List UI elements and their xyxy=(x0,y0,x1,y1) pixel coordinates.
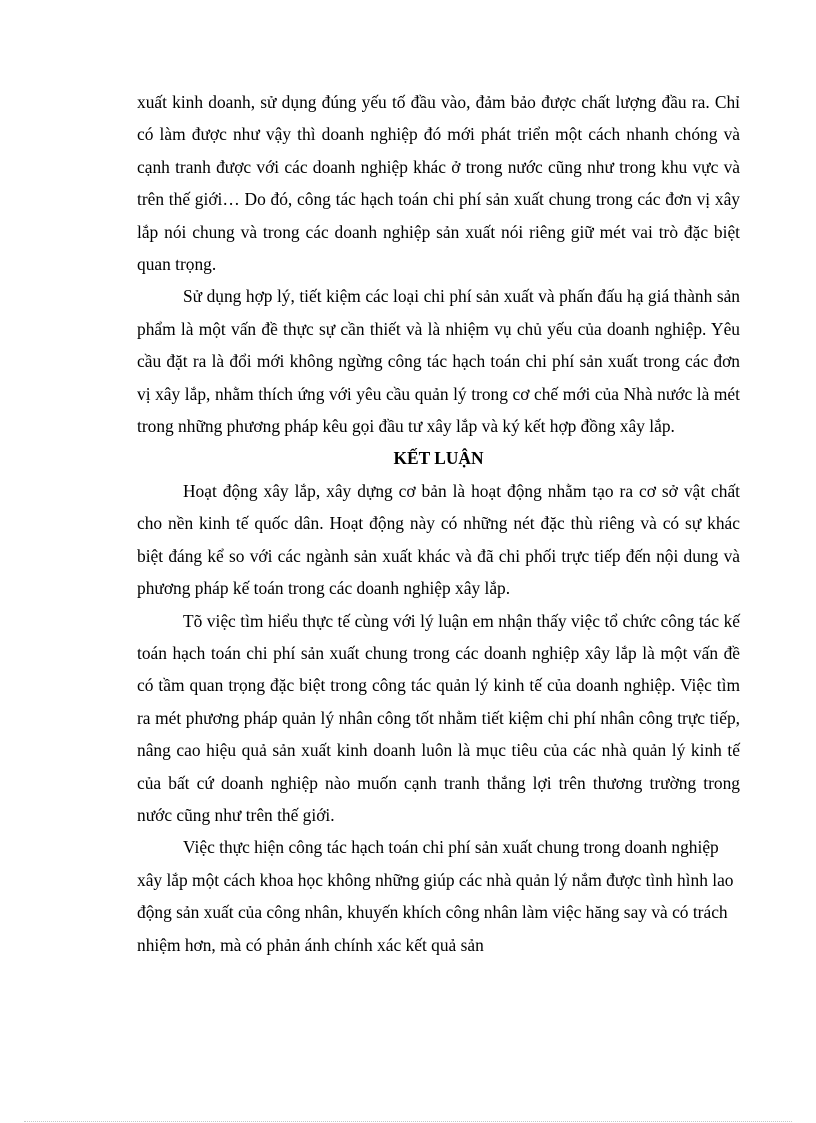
paragraph-continuation: xuất kinh doanh, sử dụng đúng yếu tố đầu vào, đảm bảo được chất lượng đầu ra. Chỉ có làm được như vậy thì doanh nghiệp đó mới phát triển một cách nhanh chóng và cạnh tranh được với các doanh nghiệp khác ở trong nước cũng như trong khu vực và trên thế giới… Do đó, công tác hạch toán chi phí sản xuất chung trong các đơn vị xây lắp nói chung và trong các doanh nghiệp sản xuất nói riêng giữ mét vai trò đặc biệt quan trọng. xyxy=(137,92,740,275)
paragraph-research-findings: Tõ việc tìm hiểu thực tế cùng với lý luận em nhận thấy việc tổ chức công tác kế toán hạch toán chi phí sản xuất chung trong các doanh nghiệp xây lắp là một vấn đề có tầm quan trọng đặc biệt trong công tác quản lý kinh tế của doanh nghiệp. Việc tìm ra mét phương pháp quản lý nhân công tốt nhằm tiết kiệm chi phí nhân công trực tiếp, nâng cao hiệu quả sản xuất kinh doanh luôn là mục tiêu của các nhà quản lý kinh tế của bất cứ doanh nghiệp nào muốn cạnh tranh thắng lợi trên thương trường trong nước cũng như trên thế giới. xyxy=(137,610,740,825)
page-bottom-divider xyxy=(24,1121,792,1122)
paragraph-construction-activity: Hoạt động xây lắp, xây dựng cơ bản là hoạt động nhằm tạo ra cơ sở vật chất cho nền kinh tế quốc dân. Hoạt động này có những nét đặc thù riêng và có sự khác biệt đáng kể so với các ngành sản xuất khác và đã chi phối trực tiếp đến nội dung và phương pháp kế toán trong các doanh nghiệp xây lắp. xyxy=(137,480,740,599)
paragraph-implementation: Việc thực hiện công tác hạch toán chi phí sản xuất chung trong doanh nghiệp xây lắp một cách khoa học không những giúp các nhà quản lý nắm được tình hình lao động sản xuất của công nhân, khuyến khích công nhân làm việc hăng say và có trách nhiệm hơn, mà có phản ánh chính xác kết quả sản xyxy=(137,837,734,955)
section-heading-conclusion: KẾT LUẬN xyxy=(393,448,484,469)
document-page xyxy=(137,86,740,961)
paragraph-cost-saving: Sử dụng hợp lý, tiết kiệm các loại chi phí sản xuất và phấn đấu hạ giá thành sản phẩm là một vấn đề thực sự cần thiết và là nhiệm vụ chủ yếu của doanh nghiệp. Yêu cầu đặt ra là đổi mới không ngừng công tác hạch toán chi phí sản xuất trong các đơn vị xây lắp, nhằm thích ứng với yêu cầu quản lý trong cơ chế mới của Nhà nước là mét trong những phương pháp kêu gọi đầu tư xây lắp và ký kết hợp đồng xây lắp. xyxy=(137,286,740,437)
